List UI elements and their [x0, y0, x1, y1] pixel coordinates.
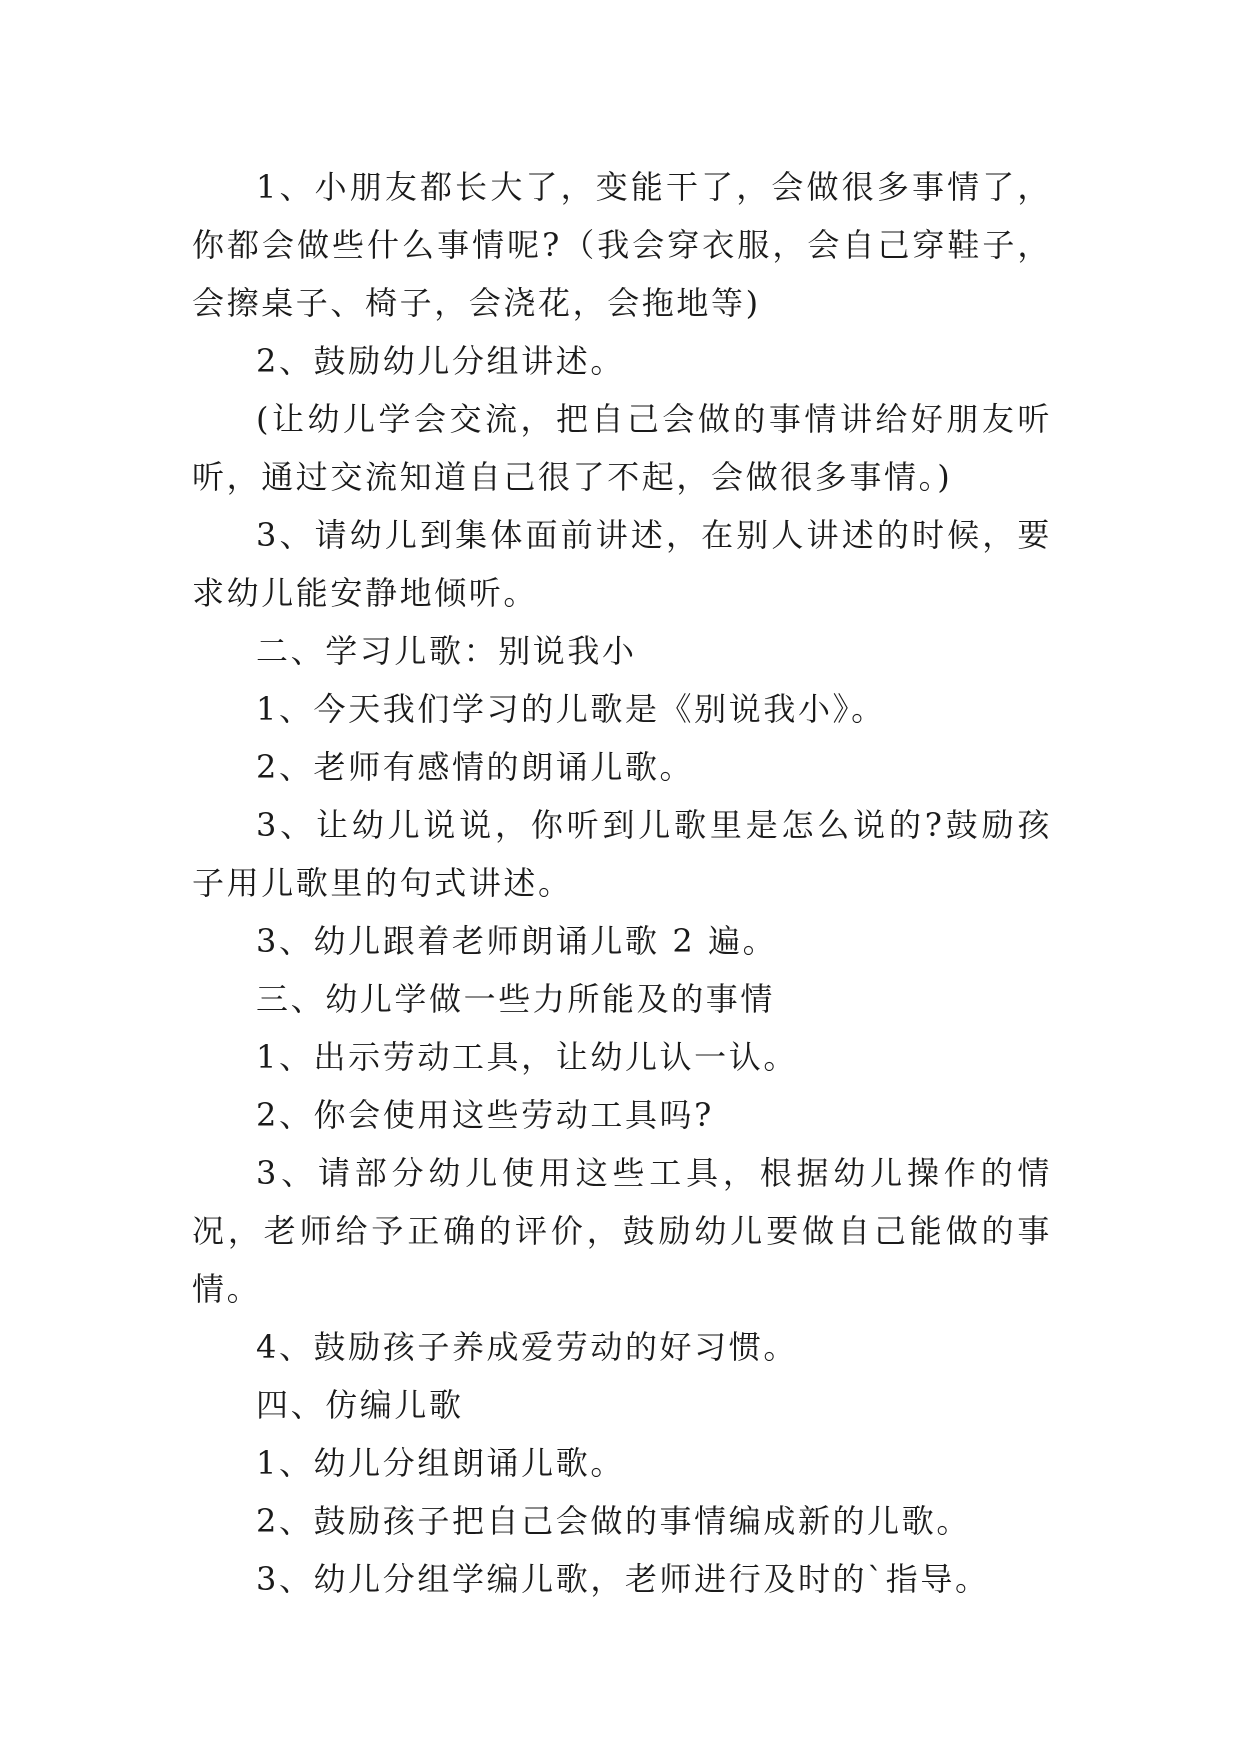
- paragraph-intro-question: 1、小朋友都长大了，变能干了，会做很多事情了，你都会做些什么事情呢?（我会穿衣服，会自己穿鞋子，会擦桌子、椅子，会浇花，会拖地等): [192, 168, 1052, 322]
- paragraph-good-habits: 4、鼓励孩子养成爱劳动的好习惯。: [256, 1328, 798, 1366]
- paragraph-follow-recite: 3、幼儿跟着老师朗诵儿歌 2 遍。: [256, 922, 778, 960]
- paragraph-use-tools: 3、请部分幼儿使用这些工具，根据幼儿操作的情况，老师给予正确的评价，鼓励幼儿要做自己能做的事情。: [192, 1154, 1052, 1308]
- paragraph-use-tools-question: 2、你会使用这些劳动工具吗?: [256, 1096, 714, 1134]
- paragraph-group-talk: 2、鼓励幼儿分组讲述。: [256, 342, 625, 380]
- section-heading-compose-song: 四、仿编儿歌: [256, 1386, 464, 1424]
- paragraph-children-say: 3、让幼儿说说，你听到儿歌里是怎么说的?鼓励孩子用儿歌里的句式讲述。: [192, 806, 1052, 902]
- paragraph-teacher-recite: 2、老师有感情的朗诵儿歌。: [256, 748, 695, 786]
- paragraph-show-tools: 1、出示劳动工具，让幼儿认一认。: [256, 1038, 798, 1076]
- paragraph-song-title: 1、今天我们学习的儿歌是《别说我小》。: [256, 690, 886, 728]
- paragraph-group-compose: 3、幼儿分组学编儿歌，老师进行及时的`指导。: [256, 1560, 990, 1598]
- section-heading-do-tasks: 三、幼儿学做一些力所能及的事情: [256, 980, 776, 1018]
- document-body: [192, 158, 1052, 1608]
- paragraph-present-talk: 3、请幼儿到集体面前讲述，在别人讲述的时候，要求幼儿能安静地倾听。: [192, 516, 1052, 612]
- paragraph-group-talk-note: (让幼儿学会交流，把自己会做的事情讲给好朋友听听，通过交流知道自己很了不起，会做很多事情。): [192, 400, 1052, 496]
- paragraph-group-recite: 1、幼儿分组朗诵儿歌。: [256, 1444, 625, 1482]
- section-heading-learn-song: 二、学习儿歌：别说我小: [256, 632, 637, 670]
- paragraph-compose-new: 2、鼓励孩子把自己会做的事情编成新的儿歌。: [256, 1502, 971, 1540]
